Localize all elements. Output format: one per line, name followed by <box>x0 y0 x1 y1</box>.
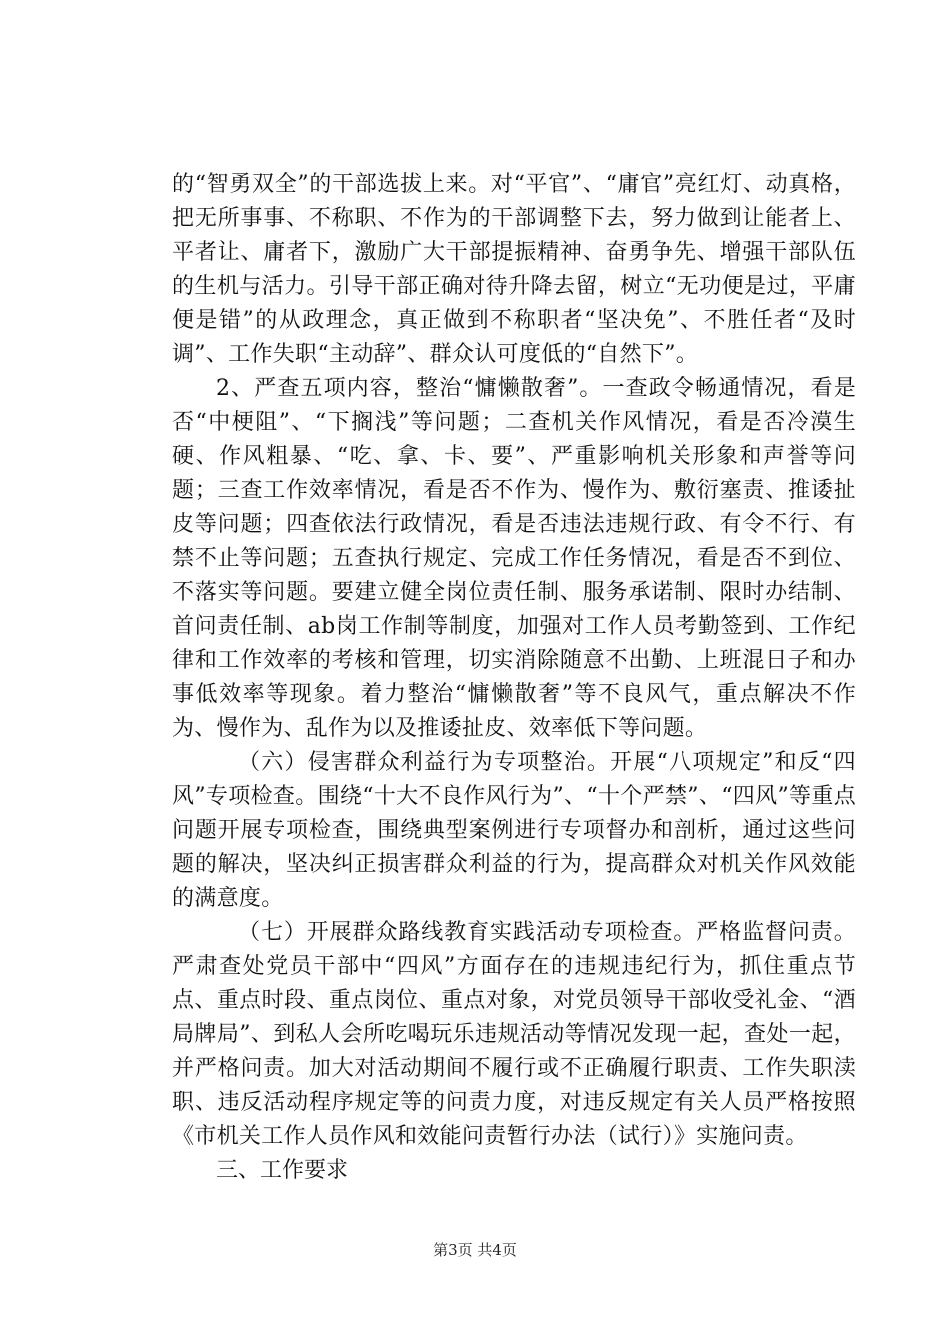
paragraph-section-seven: （七）开展群众路线教育实践活动专项检查。严格监督问责。严肃查处党员干部中“四风”方面存在的违规违纪行为，抓住重点节点、重点时段、重点岗位、重点对象，对党员领导干部收受礼金、“酒局牌局”、到私人会所吃喝玩乐违规活动等情况发现一起，查处一起，并严格问责。加大对活动期间不履行或不正确履行职责、工作失职渎职、违反活动程序规定等的问责力度，对违反规定有关人员严格按照《市机关工作人员作风和效能问责暂行办法（试行）》实施问责。 <box>172 920 856 1149</box>
section-heading-work-requirements: 三、工作要求 <box>216 1158 349 1183</box>
page-footer: 第3页 共4页 <box>433 1241 517 1259</box>
paragraph-five-inspections: 2、严查五项内容，整治“慵懒散奢”。一查政令畅通情况，看是否“中梗阻”、“下搁浅”等问题；二查机关作风情况，看是否冷漠生硬、作风粗暴、“吃、拿、卡、要”、严重影响机关形象和声誉等问题；三查工作效率情况，看是否不作为、慢作为、敷衍塞责、推诿扯皮等问题；四查依法行政情况，看是否违法违规行政、有令不行、有禁不止等问题；五查执行规定、完成工作任务情况，看是否不到位、不落实等问题。要建立健全岗位责任制、服务承诺制、限时办结制、首问责任制、ab岗工作制等制度，加强对工作人员考勤签到、工作纪律和工作效率的考核和管理，切实消除随意不出勤、上班混日子和办事低效率等现象。着力整治“慵懒散奢”等不良风气，重点解决不作为、慢作为、乱作为以及推诿扯皮、效率低下等问题。 <box>172 376 856 741</box>
paragraph-cadre-selection: 的“智勇双全”的干部选拔上来。对“平官”、“庸官”亮红灯、动真格，把无所事事、不称职、不作为的干部调整下去，努力做到让能者上、平者让、庸者下，激励广大干部提振精神、奋勇争先、增强干部队伍的生机与活力。引导干部正确对待升降去留，树立“无功便是过，平庸便是错”的从政理念，真正做到不称职者“坚决免”、不胜任者“及时调”、工作失职“主动辞”、群众认可度低的“自然下”。 <box>172 172 856 367</box>
paragraph-section-six: （六）侵害群众利益行为专项整治。开展“八项规定”和反“四风”专项检查。围绕“十大不良作风行为”、“十个严禁”、“四风”等重点问题开展专项检查，围绕典型案例进行专项督办和剖析，通过这些问题的解决，坚决纠正损害群众利益的行为，提高群众对机关作风效能的满意度。 <box>172 750 856 911</box>
document-body <box>172 168 856 1188</box>
